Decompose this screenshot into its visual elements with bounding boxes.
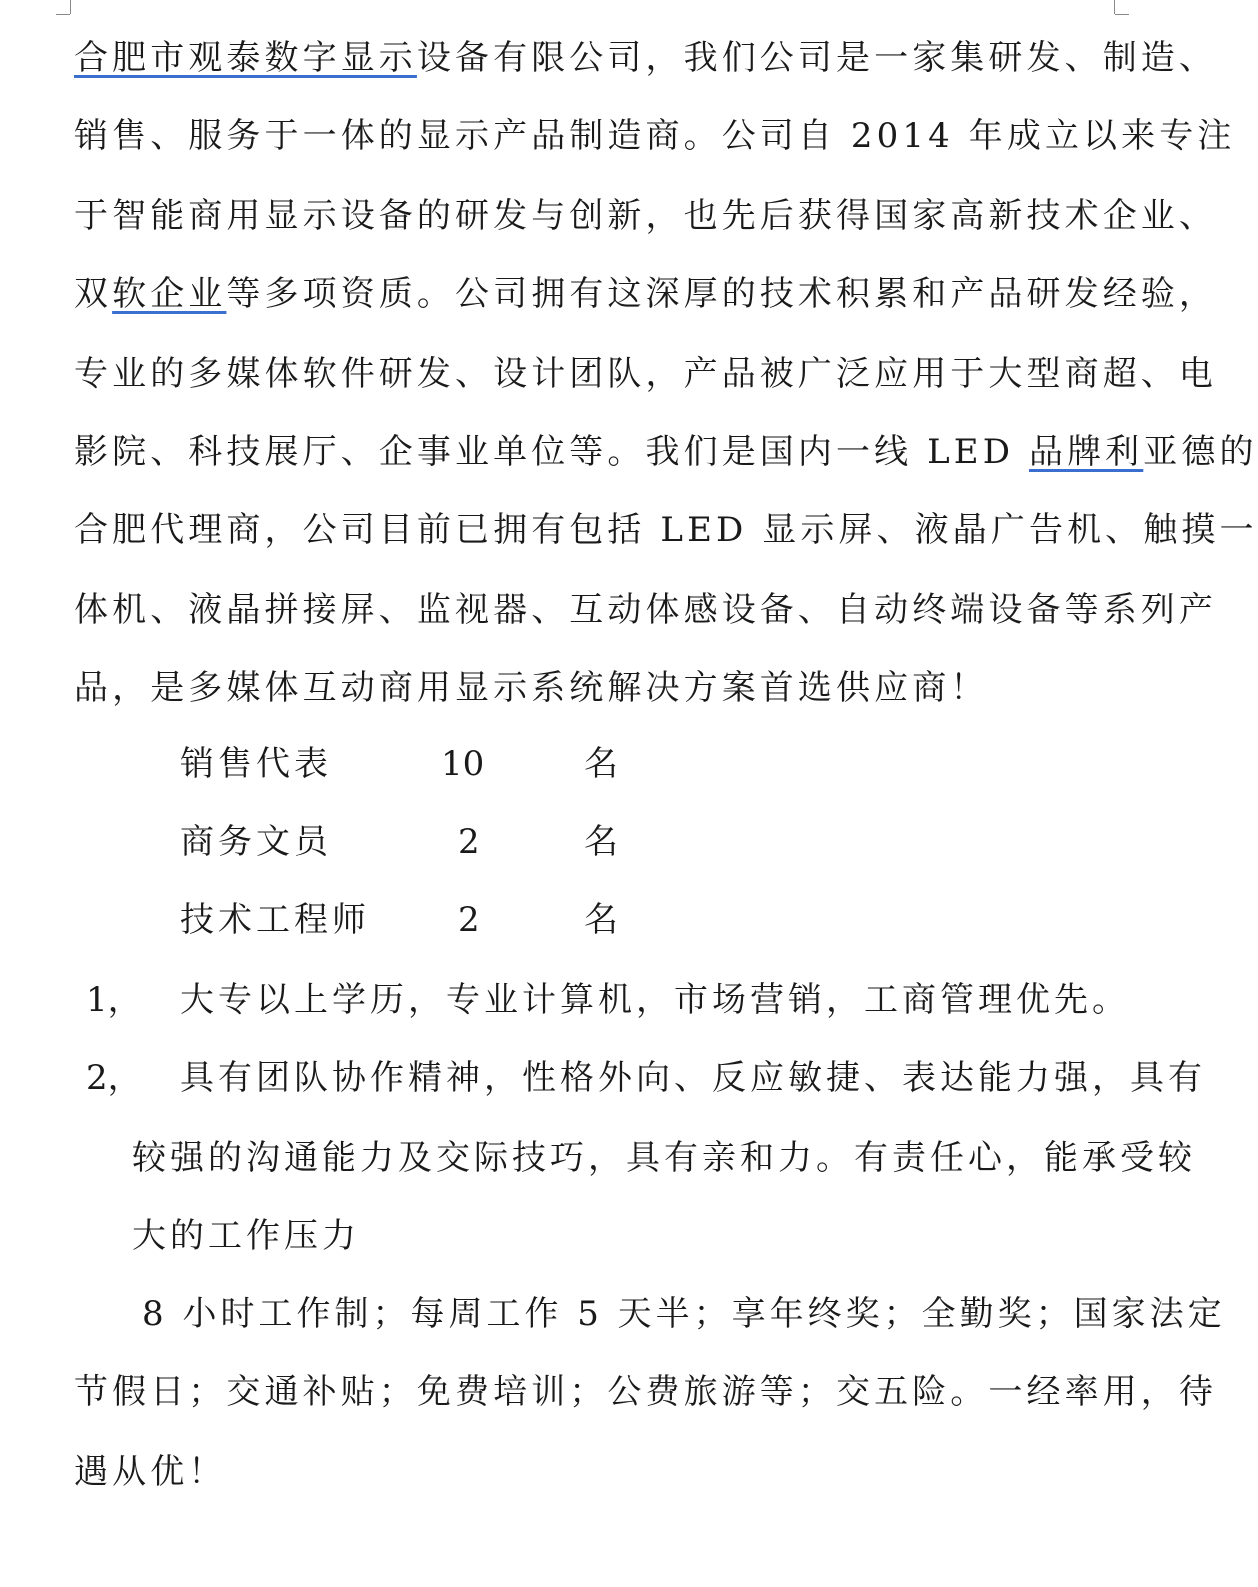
requirement-text: 较强的沟通能力及交际技巧，具有亲和力。有责任心，能承受较	[132, 1138, 1196, 1178]
brand-link[interactable]: 品牌利	[1028, 432, 1144, 472]
position-count: 2	[458, 822, 480, 862]
position-title: 销售代表	[180, 744, 332, 784]
crop-mark-left	[70, 0, 71, 14]
benefits-line-2: 节假日；交通补贴；免费培训；公费旅游等；交五险。一经率用，待	[74, 1372, 1217, 1412]
requirement-number: 2，	[86, 1058, 142, 1098]
company-name-link[interactable]: 合肥市观泰数字显示	[74, 38, 417, 78]
intro-line-6: 影院、科技展厅、企事业单位等。我们是国内一线 LED 品牌利亚德的	[74, 432, 1258, 472]
requirement-number: 1，	[86, 980, 142, 1020]
intro-line-2: 销售、服务于一体的显示产品制造商。公司自 2014 年成立以来专注	[74, 116, 1236, 156]
intro-line-9: 品，是多媒体互动商用显示系统解决方案首选供应商！	[74, 668, 989, 708]
intro-line-1: 合肥市观泰数字显示设备有限公司，我们公司是一家集研发、制造、	[74, 38, 1218, 78]
crop-mark-right-h	[1115, 14, 1129, 15]
software-enterprise-link[interactable]: 软企业	[112, 274, 227, 314]
benefits-line-3: 遇从优！	[74, 1452, 227, 1492]
crop-mark-right	[1114, 0, 1115, 14]
position-count: 2	[458, 900, 480, 940]
position-unit: 名	[584, 822, 622, 862]
intro-line-7: 合肥代理商，公司目前已拥有包括 LED 显示屏、液晶广告机、触摸一	[74, 510, 1258, 550]
position-count: 10	[441, 744, 485, 784]
requirement-text: 具有团队协作精神，性格外向、反应敏捷、表达能力强，具有	[180, 1058, 1206, 1098]
position-unit: 名	[584, 744, 622, 784]
benefits-line-1: 8 小时工作制；每周工作 5 天半；享年终奖；全勤奖；国家法定	[142, 1294, 1226, 1334]
crop-mark-left-h	[56, 14, 70, 15]
position-unit: 名	[584, 900, 622, 940]
intro-line-8: 体机、液晶拼接屏、监视器、互动体感设备、自动终端设备等系列产	[74, 590, 1217, 630]
position-title: 技术工程师	[180, 900, 370, 940]
intro-line-4: 双软企业等多项资质。公司拥有这深厚的技术积累和产品研发经验，	[74, 274, 1218, 314]
requirement-text: 大专以上学历，专业计算机，市场营销，工商管理优先。	[180, 980, 1130, 1020]
position-title: 商务文员	[180, 822, 332, 862]
intro-line-3: 于智能商用显示设备的研发与创新，也先后获得国家高新技术企业、	[74, 196, 1217, 236]
requirement-text: 大的工作压力	[132, 1216, 360, 1256]
intro-line-5: 专业的多媒体软件研发、设计团队，产品被广泛应用于大型商超、电	[74, 354, 1217, 394]
